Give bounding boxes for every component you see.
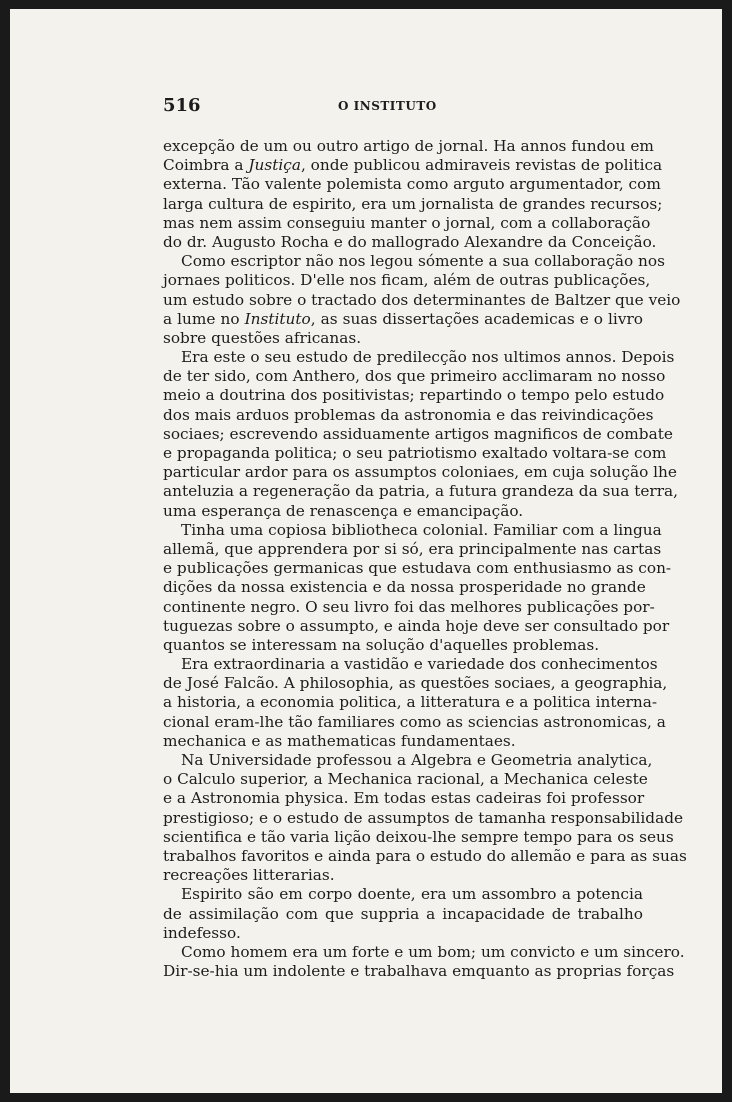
text-line: Era este o seu estudo de predilecção nos ultimos annos. Depois <box>181 348 675 367</box>
paragraph <box>163 348 679 521</box>
text-line: jornaes politicos. D'elle nos ficam, além de outras publicações, <box>163 271 651 290</box>
text-line: prestigioso; e o estudo de assumptos de tamanha responsabilidade <box>163 808 684 827</box>
paragraph <box>163 655 668 751</box>
text-line: de assimilação com que suppria a incapacidade de trabalho <box>163 904 643 923</box>
text-line: indefesso. <box>163 923 241 942</box>
text-line: a lume no Instituto, as suas dissertações academicas e o livro <box>163 309 643 328</box>
text-line: mas nem assim conseguiu manter o jornal, com a collaboração <box>163 213 651 232</box>
text-line: Coimbra a Justiça, onde publicou admiraveis revistas de politica <box>163 156 663 175</box>
text-line: sociaes; escrevendo assiduamente artigos magnificos de combate <box>163 424 673 443</box>
text-line: quantos se interessam na solução d'aquelles problemas. <box>163 635 600 654</box>
text-line: scientifica e tão varia lição deixou-lhe sempre tempo para os seus <box>163 827 674 846</box>
text-line: do dr. Augusto Rocha e do mallogrado Alexandre da Conceição. <box>163 232 657 251</box>
text-line: o Calculo superior, a Mechanica racional, a Mechanica celeste <box>163 770 648 789</box>
text-line: mechanica e as mathematicas fundamentaes. <box>163 731 516 750</box>
paragraph <box>163 751 687 885</box>
text-line: dos mais arduos problemas da astronomia e das reivindicações <box>163 405 654 424</box>
text-line: de ter sido, com Anthero, dos que primeiro acclimaram no nosso <box>163 367 666 386</box>
text-line: Tinha uma copiosa bibliotheca colonial. Familiar com a lingua <box>181 520 662 539</box>
running-title: O INSTITUTO <box>338 99 437 113</box>
text-line: tuguezas sobre o assumpto, e ainda hoje deve ser consultado por <box>163 616 670 635</box>
page-number: 516 <box>163 95 201 116</box>
text-line: Como homem era um forte e um bom; um convicto e um sincero. <box>181 942 685 961</box>
text-line: uma esperança de renascença e emancipação. <box>163 501 524 520</box>
paragraph <box>163 942 685 981</box>
text-line: e propaganda politica; o seu patriotismo exaltado voltara-se com <box>163 444 667 462</box>
text-line: sobre questões africanas. <box>163 328 362 347</box>
text-line: recreações litterarias. <box>163 866 335 885</box>
text-line: Espirito são em corpo doente, era um assombro a potencia <box>181 885 643 904</box>
text-line: de José Falcão. A philosophia, as questões sociaes, a geographia, <box>163 674 668 693</box>
text-line: allemã, que apprendera por si só, era principalmente nas cartas <box>163 539 662 558</box>
text-line: um estudo sobre o tractado dos determinantes de Baltzer que veio <box>163 290 681 309</box>
text-line: Como escriptor não nos legou sómente a sua collaboração nos <box>181 252 665 271</box>
paragraph <box>163 137 663 252</box>
body-text <box>163 137 687 981</box>
text-line: Era extraordinaria a vastidão e variedade dos conhecimentos <box>181 655 658 674</box>
text-line: Dir-se-hia um indolente e trabalhava emquanto as proprias forças <box>163 962 675 981</box>
text-line: a historia, a economia politica, a litteratura e a politica interna- <box>163 693 657 712</box>
text-line: meio a doutrina dos positivistas; repartindo o tempo pelo estudo <box>163 386 665 405</box>
text-line: e a Astronomia physica. Em todas estas cadeiras foi professor <box>163 789 645 808</box>
text-line: e publicações germanicas que estudava com enthusiasmo as con- <box>163 559 672 578</box>
text-line: externa. Tão valente polemista como arguto argumentador, com <box>163 175 661 194</box>
paragraph <box>163 885 643 943</box>
page-header <box>163 87 463 117</box>
text-line: larga cultura de espirito, era um jornalista de grandes recursos; <box>163 194 663 213</box>
text-line: continente negro. O seu livro foi das melhores publicações por- <box>163 597 655 616</box>
text-line: anteluzia a regeneração da patria, a futura grandeza da sua terra, <box>163 482 679 501</box>
text-line: trabalhos favoritos e ainda para o estudo do allemão e para as suas <box>163 846 687 865</box>
paragraph <box>163 252 681 348</box>
text-line: excepção de um ou outro artigo de jornal. Ha annos fundou em <box>163 137 654 155</box>
book-page <box>10 9 722 1093</box>
text-line: cional eram-lhe tão familiares como as sciencias astronomicas, a <box>163 712 666 731</box>
text-line: dições da nossa existencia e da nossa prosperidade no grande <box>163 578 646 597</box>
paragraph <box>163 520 672 655</box>
text-line: Na Universidade professou a Algebra e Geometria analytica, <box>181 751 653 769</box>
text-line: particular ardor para os assumptos coloniaes, em cuja solução lhe <box>163 463 677 482</box>
